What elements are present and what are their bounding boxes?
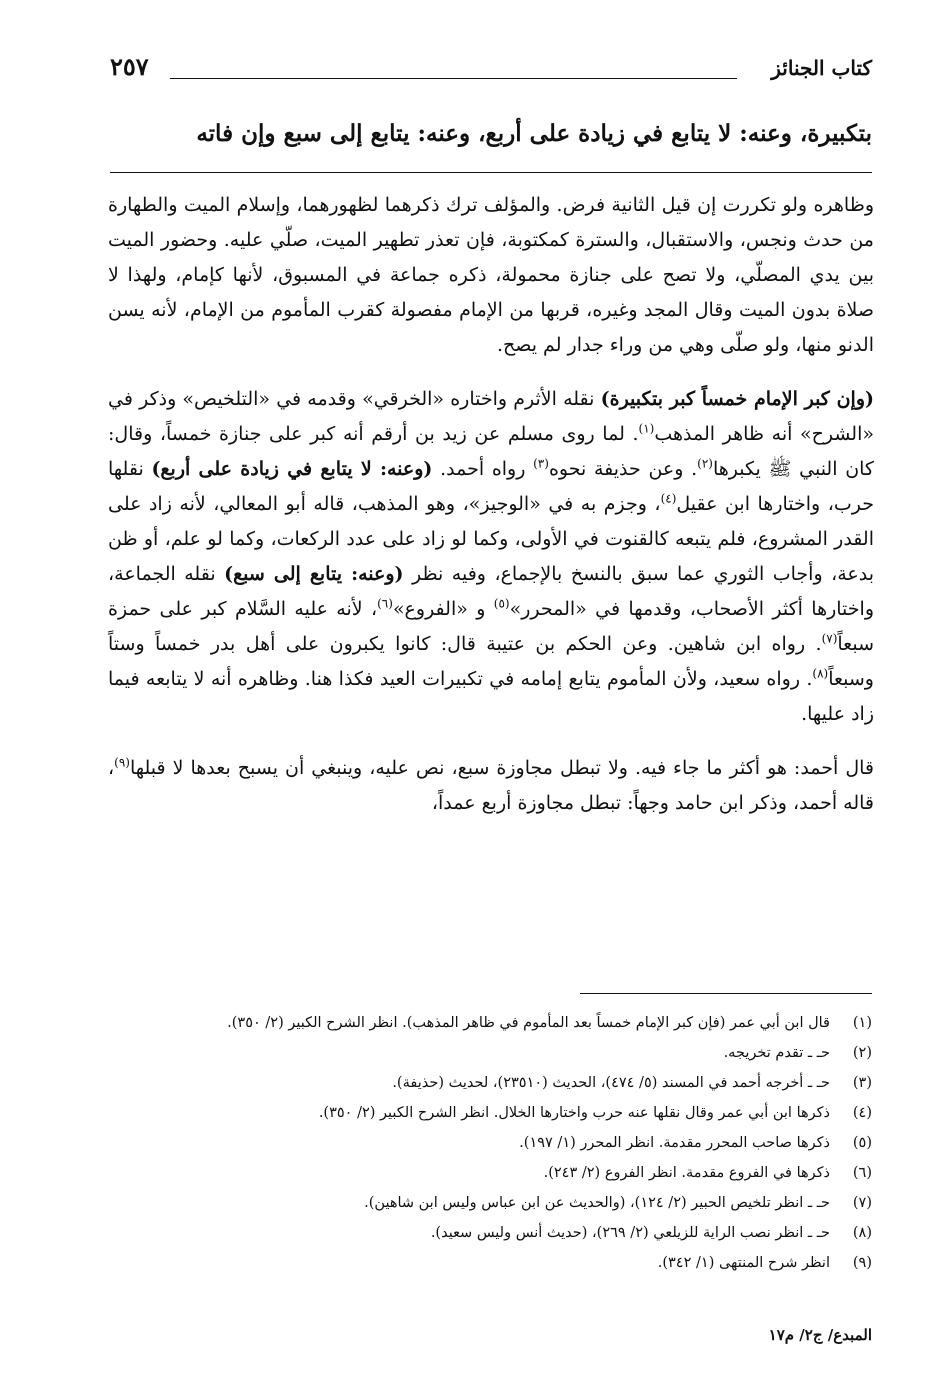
matn-rule (110, 172, 872, 173)
paragraph-3 (108, 751, 874, 821)
footnote-number: (٣) (852, 1075, 872, 1091)
text-span: و «الفروع» (392, 598, 494, 620)
matn-quote: (وعنه: يتابع إلى سبع) (224, 563, 404, 585)
footnote-number: (٩) (852, 1255, 872, 1271)
footnote-number: (٢) (852, 1045, 872, 1061)
footnote-item (108, 1248, 872, 1278)
text-span: . رواه سعيد، ولأن المأموم يتابع إمامه في تكبيرات العيد فكذا هنا. وظاهره أنه لا يتابعه فيما زاد عليها. (108, 668, 874, 725)
footnote-ref[interactable]: (٩) (114, 755, 130, 770)
text-span: . لما روى مسلم عن زيد بن أرقم أنه كبر على جنازة خمساً، وقال: كان النبي ﷺ يكبرها (108, 423, 874, 480)
footnote-item (108, 1218, 872, 1248)
footnote-ref[interactable]: (٨) (812, 666, 829, 681)
text-span: نقلها حرب، واختارها ابن عقيل (108, 458, 874, 515)
paragraph-2 (108, 382, 874, 732)
footnote-ref[interactable]: (٣) (533, 456, 549, 471)
text-span: نقله الأثرم واختاره «الخرقي» وقدمه في «التلخيص» وذكر في «الشرح» أنه ظاهر المذهب (108, 388, 874, 445)
footnote-item (108, 1128, 872, 1158)
footnote-text: حـ ـ تقدم تخريجه. (723, 1045, 830, 1061)
footnote-item (108, 1158, 872, 1188)
footnote-text: ذكرها في الفروع مقدمة. انظر الفروع (٢/ ٢٤٣). (543, 1165, 830, 1181)
footnote-text: حـ ـ انظر تلخيص الحبير (٢/ ١٢٤)، (والحديث عن ابن عباس وليس ابن شاهين). (364, 1195, 830, 1211)
footnote-number: (٧) (852, 1195, 872, 1211)
text-span: رواه أحمد. (432, 458, 534, 480)
footnote-ref[interactable]: (٥) (493, 596, 510, 611)
footnote-separator (580, 993, 872, 994)
footnote-item (108, 1098, 872, 1128)
footnotes (108, 1008, 872, 1278)
footnote-ref[interactable]: (٦) (377, 596, 393, 611)
page-header (110, 50, 872, 86)
chapter-title: كتاب الجنائز (771, 56, 872, 80)
footnote-item (108, 1008, 872, 1038)
footnote-text: ذكرها ابن أبي عمر وقال نقلها عنه حرب واختارها الخلال. انظر الشرح الكبير (٢/ ٣٥٠). (318, 1105, 830, 1121)
text-span: نقله الجماعة، واختارها أكثر الأصحاب، وقدمها في «المحرر» (108, 563, 874, 620)
footnote-text: انظر شرح المنتهى (١/ ٣٤٢). (657, 1255, 830, 1271)
commentary-body (108, 188, 874, 821)
footnote-number: (١) (852, 1015, 872, 1031)
footnote-number: (٥) (852, 1135, 872, 1151)
page-number: ٢٥٧ (110, 52, 149, 81)
printer-signature: المبدع/ ج٢/ م١٧ (768, 1326, 872, 1344)
footnote-item (108, 1038, 872, 1068)
footnote-number: (٦) (852, 1165, 872, 1181)
footnote-ref[interactable]: (٢) (697, 456, 713, 471)
paragraph-1: وظاهره ولو تكررت إن قيل الثانية فرض. والمؤلف ترك ذكرهما لظهورهما، وإسلام الميت والطهارة من حدث ونجس، والاستقبال، والسترة كمكتوبة، فإن تعذر تطهير الميت، صلّي عليه. وحضور الميت بين يدي المصلّي، ولا تصح على جنازة محمولة، ذكره جماعة في المسبوق، لأنها كإمام، ولهذا لا صلاة بدون الميت وقال المجد وغيره، قربها من الإمام مفصولة كقرب المأموم من الإمام، لأنه يسن الدنو منها، ولو صلّى وهي من وراء جدار لم يصح. (108, 194, 874, 356)
footnote-ref[interactable]: (٧) (821, 631, 838, 646)
footnote-number: (٨) (852, 1225, 872, 1241)
matn-quote: (وعنه: لا يتابع في زيادة على أربع) (151, 458, 433, 480)
footnote-item (108, 1068, 872, 1098)
text-span: ، لأنه عليه السَّلام كبر على حمزة سبعاً (108, 598, 874, 655)
footnote-item (108, 1188, 872, 1218)
footnote-text: قال ابن أبي عمر (فإن كبر الإمام خمساً بعد المأموم في ظاهر المذهب). انظر الشرح الكبير (٢/ ٣٥٠). (227, 1015, 830, 1031)
footnote-ref[interactable]: (١) (638, 421, 655, 436)
footnote-text: حـ ـ أخرجه أحمد في المسند (٥/ ٤٧٤)، الحديث (٢٣٥١٠)، لحديث (حذيفة). (392, 1075, 830, 1091)
footnote-number: (٤) (852, 1105, 872, 1121)
footnote-text: حـ ـ انظر نصب الراية للزيلعي (٢/ ٢٦٩)، (حديث أنس وليس سعيد). (430, 1225, 830, 1241)
text-span: . وعن حذيفة نحوه (548, 458, 698, 480)
header-rule (170, 78, 737, 79)
footnote-ref[interactable]: (٤) (660, 491, 677, 506)
matn-text: بتكبيرة، وعنه: لا يتابع في زيادة على أربع، وعنه: يتابع إلى سبع وإن فاته (196, 120, 872, 147)
text-span: . رواه ابن شاهين. وعن الحكم بن عتيبة قال: كانوا يكبرون على أهل بدر خمساً وستاً وسبعاً (108, 633, 874, 690)
text-span: قال أحمد: هو أكثر ما جاء فيه. ولا تبطل مجاوزة سبع، نص عليه، وينبغي أن يسبح بعدها لا قبلها (129, 757, 874, 779)
text-span: ، وجزم به في «الوجيز»، وهو المذهب، قاله أبو المعالي، لأنه زاد على القدر المشروع، فلم يتبعه كالقنوت في الأولى، وكما لو زاد على عدد الركعات، وكما لو علم، أو ظن بدعة، وأجاب الثوري عما سبق بالنسخ بالإجماع، وفيه نظر (108, 493, 875, 585)
text-span: ، قاله أحمد، وذكر ابن حامد وجهاً: تبطل مجاوزة أربع عمداً، (108, 757, 874, 814)
matn-quote: (وإن كبر الإمام خمساً كبر بتكبيرة) (600, 388, 875, 410)
footnote-text: ذكرها صاحب المحرر مقدمة. انظر المحرر (١/ ١٩٧). (519, 1135, 830, 1151)
